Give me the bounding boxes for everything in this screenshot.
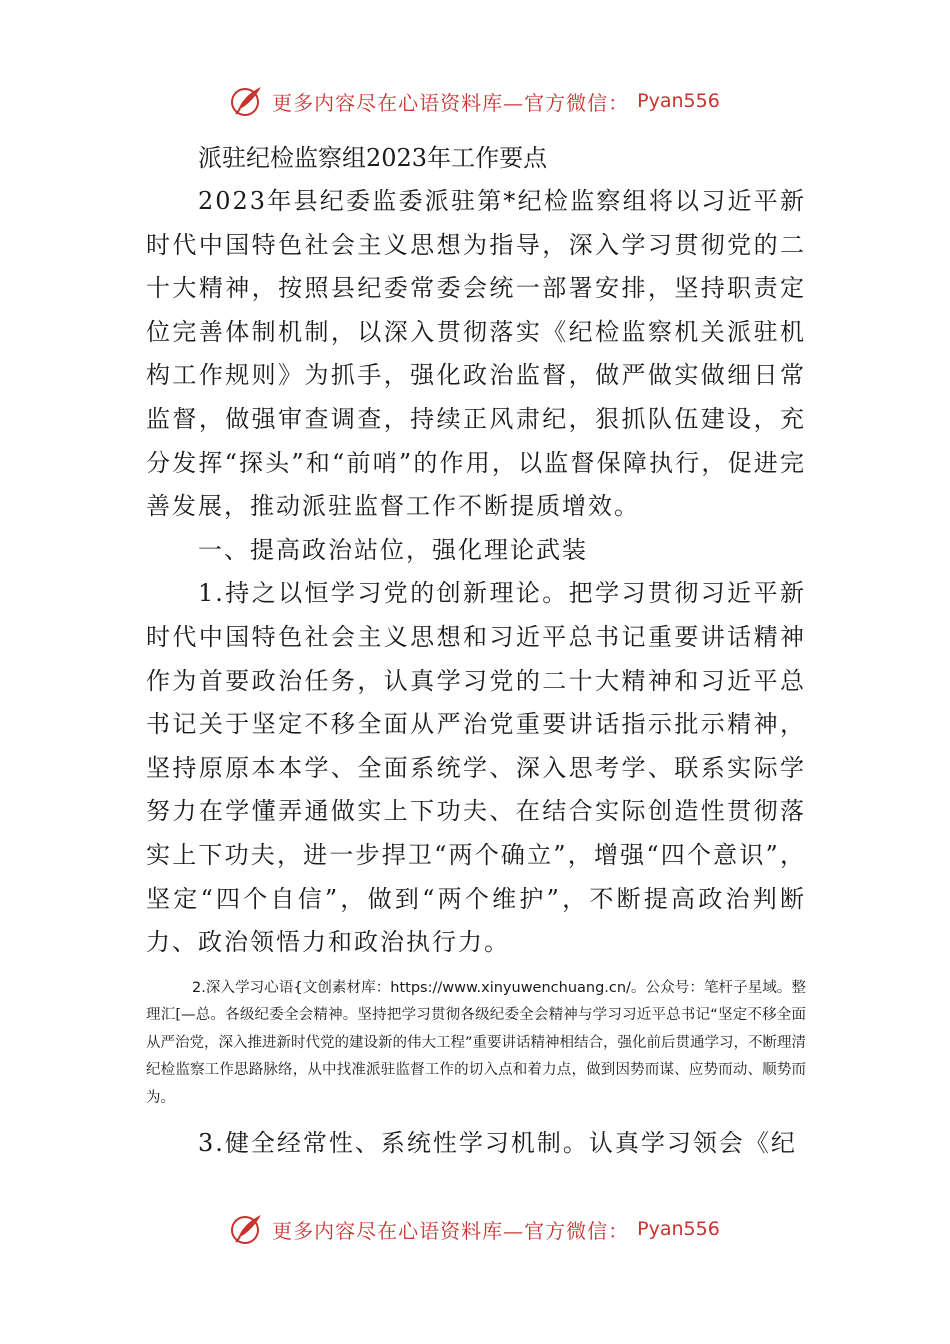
quill-logo-icon [230, 1212, 264, 1246]
footer-watermark [0, 1212, 950, 1246]
item-3-paragraph: 3.健全经常性、系统性学习机制。认真学习领会《纪 [198, 1129, 797, 1158]
intro-paragraph: 2023年县纪委监委派驻第*纪检监察组将以习近平新时代中国特色社会主义思想为指导，深入学习贯彻党的二十大精神，按照县纪委常委会统一部署安排，坚持职责定位完善体制机制，以深入贯彻落实《纪检监察机关派驻机构工作规则》为抓手，强化政治监督，做严做实做细日常监督，做强审查调查，持续正风肃纪，狠抓队伍建设，充分发挥“探头”和“前哨”的作用，以监督保障执行，促进完善发展，推动派驻监督工作不断提质增效。 [146, 187, 806, 521]
watermark-text: 更多内容尽在心语资料库—官方微信： [272, 90, 630, 115]
watermark-wechat-id: Pyan556 [637, 1218, 720, 1240]
header-watermark [0, 84, 950, 118]
item-2-paragraph: 2.深入学习心语{文创素材库：https://www.xinyuwenchuang.cn/。公众号：笔杆子星域。整理汇[—总。各级纪委全会精神。坚持把学习贯彻各级纪委全会精神与学习习近平总书记“坚定不移全面从严治党，深入推进新时代党的建设新的伟大工程”重要讲话精神相结合，强化前后贯通学习，不断理清纪检监察工作思路脉络，从中找准派驻监督工作的切入点和着力点，做到因势而谋、应势而动、顺势而为。 [146, 979, 807, 1106]
watermark-wechat-id: Pyan556 [637, 90, 720, 112]
item-1-paragraph: 1.持之以恒学习党的创新理论。把学习贯彻习近平新时代中国特色社会主义思想和习近平总书记重要讲话精神作为首要政治任务，认真学习党的二十大精神和习近平总书记关于坚定不移全面从严治党重要讲话指示批示精神，坚持原原本本学、全面系统学、深入思考学、联系实际学努力在学懂弄通做实上下功夫、在结合实际创造性贯彻落实上下功夫，进一步捍卫“两个确立”，增强“四个意识”，坚定“四个自信”，做到“两个维护”，不断提高政治判断力、政治领悟力和政治执行力。 [146, 579, 806, 957]
section-1-heading: 一、提高政治站位，强化理论武装 [198, 535, 588, 564]
document-title: 派驻纪检监察组2023年工作要点 [198, 144, 548, 172]
quill-logo-icon [230, 84, 264, 118]
watermark-text: 更多内容尽在心语资料库—官方微信： [272, 1218, 630, 1243]
document-body [146, 136, 806, 1166]
